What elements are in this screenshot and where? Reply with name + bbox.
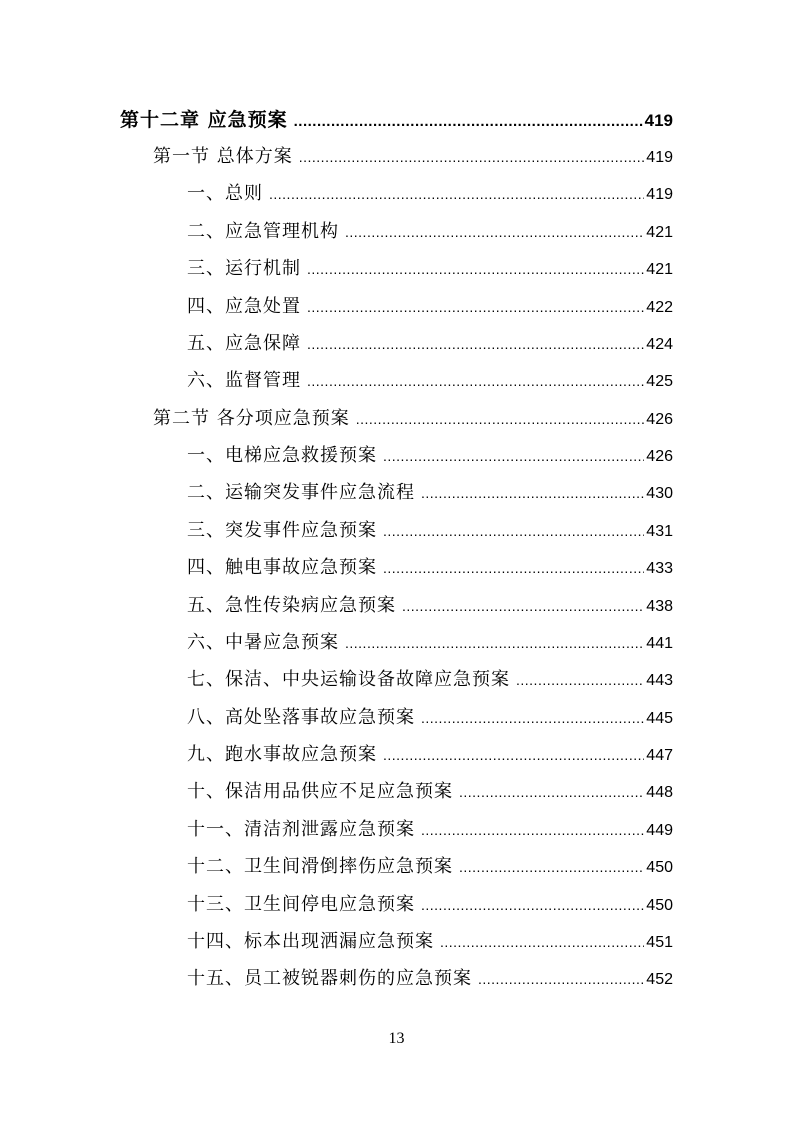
toc-entry-label: 十、保洁用品供应不足应急预案 [187,781,453,802]
toc-item[interactable] [187,850,673,884]
dot-leader [402,589,644,623]
toc-page-number: 426 [646,448,673,465]
toc-item[interactable] [187,514,673,548]
dot-leader [440,925,644,959]
page-number: 13 [388,1030,405,1047]
dot-leader [307,290,644,324]
toc-page-number: 419 [644,111,673,130]
toc-section-1[interactable] [153,140,673,174]
toc-page-number: 424 [646,336,673,353]
dot-leader [383,738,644,772]
toc-entry-label: 十四、标本出现洒漏应急预案 [187,931,434,952]
toc-entry-label: 四、触电事故应急预案 [187,557,377,578]
toc-item[interactable] [187,626,673,660]
dot-leader [421,701,644,735]
toc-entry-label: 四、应急处置 [187,296,301,317]
toc-item[interactable] [187,215,673,249]
toc-entry-label: 一、总则 [187,183,263,204]
toc-entry-label: 八、高处坠落事故应急预案 [187,707,415,728]
toc-item[interactable] [187,177,673,211]
toc-entry-label: 二、运输突发事件应急流程 [187,482,415,503]
toc-page-number: 419 [646,149,673,166]
toc-page-number: 448 [646,784,673,801]
dot-leader [421,888,644,922]
toc-chapter-12[interactable] [120,103,673,137]
toc-page-number: 421 [646,224,673,241]
toc-page-number: 452 [646,971,673,988]
toc-page-number: 431 [646,523,673,540]
dot-leader [383,439,644,473]
dot-leader [307,364,644,398]
toc-item[interactable] [187,813,673,847]
toc-page-number: 450 [646,859,673,876]
toc-page-number: 450 [646,897,673,914]
toc-entry-label: 十二、卫生间滑倒摔伤应急预案 [187,856,453,877]
toc-page-number: 426 [646,411,673,428]
dot-leader [299,140,645,174]
toc-page-number: 425 [646,373,673,390]
toc-page-number: 422 [646,299,673,316]
toc-entry-label: 第十二章 应急预案 [120,109,288,131]
toc-entry-label: 六、监督管理 [187,370,301,391]
toc-item[interactable] [187,439,673,473]
dot-leader [516,663,644,697]
dot-leader [356,402,645,436]
dot-leader [383,514,644,548]
toc-item[interactable] [187,738,673,772]
toc-item[interactable] [187,476,673,510]
toc-section-2[interactable] [153,402,673,436]
dot-leader [421,813,644,847]
toc-page-number: 433 [646,560,673,577]
dot-leader [345,215,644,249]
toc-item[interactable] [187,252,673,286]
toc-item[interactable] [187,290,673,324]
dot-leader [307,252,644,286]
toc-entry-label: 一、电梯应急救援预案 [187,445,377,466]
toc-page-number: 451 [646,934,673,951]
toc-item[interactable] [187,925,673,959]
dot-leader [307,327,644,361]
toc-page-number: 438 [646,598,673,615]
toc-entry-label: 三、突发事件应急预案 [187,520,377,541]
dot-leader [459,850,644,884]
toc-page-number: 443 [646,672,673,689]
dot-leader [478,962,644,996]
toc-entry-label: 十三、卫生间停电应急预案 [187,894,415,915]
dot-leader [459,775,644,809]
dot-leader [421,476,644,510]
toc-item[interactable] [187,327,673,361]
toc-item[interactable] [187,663,673,697]
toc-entry-label: 六、中暑应急预案 [187,632,339,653]
toc-page-number: 449 [646,822,673,839]
dot-leader [345,626,644,660]
toc-item[interactable] [187,551,673,585]
toc-page-number: 430 [646,485,673,502]
toc-item[interactable] [187,888,673,922]
toc-page-number: 421 [646,261,673,278]
toc-page-number: 447 [646,747,673,764]
toc-item[interactable] [187,775,673,809]
toc-page-number: 441 [646,635,673,652]
dot-leader [383,551,644,585]
toc-entry-label: 五、急性传染病应急预案 [187,595,396,616]
toc-entry-label: 十一、清洁剂泄露应急预案 [187,819,415,840]
toc-entry-label: 五、应急保障 [187,333,301,354]
toc-entry-label: 第一节 总体方案 [153,146,293,167]
toc-item[interactable] [187,701,673,735]
toc-entry-label: 第二节 各分项应急预案 [153,408,350,429]
toc-entry-label: 三、运行机制 [187,258,301,279]
toc-item[interactable] [187,962,673,996]
toc-page-number: 419 [646,186,673,203]
toc-entry-label: 七、保洁、中央运输设备故障应急预案 [187,669,510,690]
toc-entry-label: 十五、员工被锐器刺伤的应急预案 [187,968,472,989]
toc-entry-label: 二、应急管理机构 [187,221,339,242]
dot-leader [294,105,643,139]
toc-entry-label: 九、跑水事故应急预案 [187,744,377,765]
toc-item[interactable] [187,589,673,623]
toc-page-number: 445 [646,710,673,727]
dot-leader [269,177,644,211]
toc-item[interactable] [187,364,673,398]
